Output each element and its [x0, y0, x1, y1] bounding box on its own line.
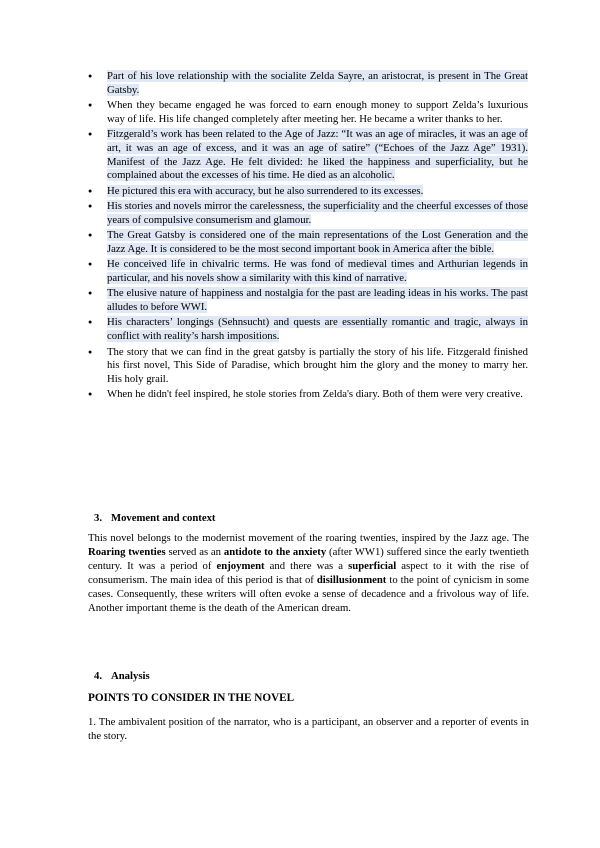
text-run: served as an [165, 545, 224, 558]
section-4-heading [94, 670, 150, 682]
list-item [88, 70, 528, 97]
bold-term: enjoyment [216, 559, 265, 572]
section-number: 4. [94, 670, 103, 682]
list-item [88, 99, 528, 126]
bold-term: Roaring twenties [88, 545, 166, 558]
text-run: aspect to it with the rise of consumerism. The main idea of this period is that of [88, 559, 529, 586]
list-item [88, 346, 528, 387]
bullet-text: The elusive nature of happiness and nostalgia for the past are leading ideas in his works. The past alludes to before WWI. [107, 287, 528, 314]
bullet-text: Part of his love relationship with the socialite Zelda Sayre, an aristocrat, is present in The Great Gatsby. [107, 70, 528, 96]
list-item [88, 287, 528, 314]
list-item [88, 185, 528, 199]
section-title: Analysis [111, 670, 150, 682]
section-title: Movement and context [111, 512, 216, 524]
bullet-list [88, 70, 528, 404]
points-subheading: POINTS TO CONSIDER IN THE NOVEL [88, 692, 295, 704]
bullet-text: Fitzgerald’s work has been related to the Age of Jazz: “It was an age of miracles, it was an age of art, it was an age of excess, and it was an age of satire” (“Echoes of the Jazz Age” 1931). Manifest of the Jazz Age. He felt divided: he liked the happiness and superficiality, but he complained about the excesses of his time. He died as an alcoholic. [107, 128, 528, 182]
text-run: This novel belongs to the modernist movement of the roaring twenties, inspired by the Jazz age. The [88, 532, 529, 544]
section-3-heading [94, 512, 215, 524]
bullet-text: His characters’ longings (Sehnsucht) and quests are essentially romantic and tragic, always in conflict with reality’s harsh impositions. [107, 316, 528, 343]
text-run: to the point of cynicism in some cases. Consequently, these writers will often evoke a sense of decadence and a frivolous way of life. Another important theme is the death of the American dream. [88, 573, 529, 614]
list-item [88, 229, 528, 256]
bullet-text: The story that we can find in the great gatsby is partially the story of his life. Fitzgerald finished his first novel, This Side of Paradise, which brought him the glory and the money to marry her. His holy grail. [107, 345, 528, 385]
list-item [88, 316, 528, 343]
text-run: (after WW1) suffered since the early twentieth century. It was a period of [88, 545, 529, 572]
section-number: 3. [94, 512, 103, 524]
list-item [88, 200, 528, 227]
bullet-text: He conceived life in chivalric terms. He was fond of medieval times and Arthurian legends in particular, and his novels show a similarity with this kind of narrative. [107, 258, 528, 284]
bullet-text: The Great Gatsby is considered one of the main representations of the Lost Generation and the Jazz Age. It is considered to be the most second important book in America after the bible. [107, 229, 528, 255]
section-3-paragraph [88, 532, 529, 615]
bullet-text: He pictured this era with accuracy, but he also surrendered to its excesses. [107, 184, 424, 197]
point-1-paragraph: 1. The ambivalent position of the narrator, who is a participant, an observer and a reporter of events in the story. [88, 716, 529, 742]
bold-term: superficial [348, 559, 397, 572]
bullet-text: His stories and novels mirror the carelessness, the superficiality and the cheerful excesses of those years of compulsive consumerism and glamour. [107, 200, 528, 226]
list-item [88, 258, 528, 285]
list-item [88, 128, 528, 183]
bold-term: antidote to the anxiety [223, 545, 327, 558]
list-item [88, 388, 528, 402]
bullet-text: When he didn't feel inspired, he stole stories from Zelda's diary. Both of them were very creative. [107, 388, 523, 401]
bullet-text: When they became engaged he was forced to earn enough money to support Zelda’s luxurious way of life. His life changed completely after meeting her. He became a writer thanks to her. [107, 99, 528, 125]
bold-term: disillusionment [316, 573, 387, 586]
text-run: and there was a [264, 559, 349, 572]
